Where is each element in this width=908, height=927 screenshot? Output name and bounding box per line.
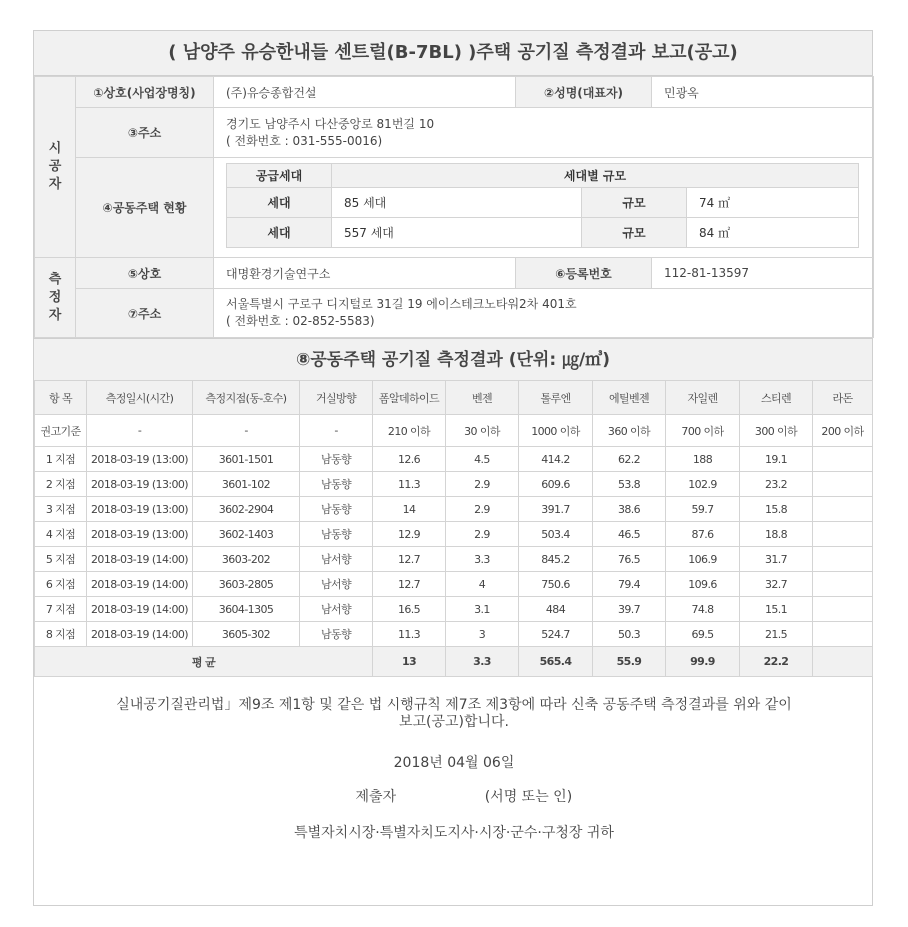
result-cell: 남서향 <box>300 547 373 572</box>
average-cell: 99.9 <box>666 647 740 677</box>
standard-cell: - <box>87 415 193 447</box>
result-cell: 39.7 <box>593 597 666 622</box>
result-cell: 2018-03-19 (13:00) <box>87 472 193 497</box>
result-cell: 2018-03-19 (13:00) <box>87 497 193 522</box>
result-cell: 12.6 <box>373 447 446 472</box>
result-cell: 2 지점 <box>35 472 87 497</box>
address-label: ③주소 <box>76 108 214 158</box>
rep-value: 민광옥 <box>652 77 874 108</box>
result-cell: 1 지점 <box>35 447 87 472</box>
address-value: 경기도 남양주시 다산중앙로 81번길 10 ( 전화번호 : 031-555-0016) <box>214 108 874 158</box>
result-cell: 2018-03-19 (14:00) <box>87 547 193 572</box>
result-cell: 23.2 <box>740 472 813 497</box>
result-cell: 2018-03-19 (14:00) <box>87 597 193 622</box>
report-frame <box>33 30 873 906</box>
result-cell: 188 <box>666 447 740 472</box>
housing-table <box>226 163 859 248</box>
result-cell: 12.7 <box>373 572 446 597</box>
standard-cell: 권고기준 <box>35 415 87 447</box>
standard-cell: 360 이하 <box>593 415 666 447</box>
result-cell: 62.2 <box>593 447 666 472</box>
result-cell: 남동향 <box>300 622 373 647</box>
result-row <box>35 447 873 472</box>
average-label: 평 균 <box>35 647 373 677</box>
result-cell: 남동향 <box>300 497 373 522</box>
average-cell: 22.2 <box>740 647 813 677</box>
result-cell: 750.6 <box>519 572 593 597</box>
result-cell: 3 <box>446 622 519 647</box>
company-label: ①상호(사업장명칭) <box>76 77 214 108</box>
result-cell: 59.7 <box>666 497 740 522</box>
result-cell: 19.1 <box>740 447 813 472</box>
standard-cell: 1000 이하 <box>519 415 593 447</box>
recipient: 특별자치시장·특별자치도지사·시장·군수·구청장 귀하 <box>294 825 614 841</box>
result-cell: 2018-03-19 (13:00) <box>87 522 193 547</box>
result-cell <box>813 497 873 522</box>
header-cell: 측정일시(시간) <box>87 381 193 415</box>
size-value: 74 ㎡ <box>687 188 859 218</box>
result-cell: 12.7 <box>373 547 446 572</box>
result-cell: 2018-03-19 (13:00) <box>87 447 193 472</box>
result-rows <box>35 447 873 647</box>
result-cell: 2.9 <box>446 472 519 497</box>
housing-cell <box>214 158 874 258</box>
result-row <box>35 597 873 622</box>
measurer-group-label: 측 정 자 <box>35 258 76 338</box>
result-cell: 524.7 <box>519 622 593 647</box>
result-cell: 3.1 <box>446 597 519 622</box>
result-cell: 14 <box>373 497 446 522</box>
submitter-label: 제출자 <box>355 789 397 805</box>
result-cell <box>813 597 873 622</box>
result-cell: 3602-2904 <box>193 497 300 522</box>
result-cell: 106.9 <box>666 547 740 572</box>
header-cell: 거실방향 <box>300 381 373 415</box>
result-cell: 7 지점 <box>35 597 87 622</box>
result-row <box>35 472 873 497</box>
result-cell <box>813 447 873 472</box>
size-label: 규모 <box>582 188 687 218</box>
measurer-company-value: 대명환경기술연구소 <box>214 258 516 289</box>
standard-cell: 30 이하 <box>446 415 519 447</box>
result-cell: 76.5 <box>593 547 666 572</box>
contractor-group-label: 시 공 자 <box>35 77 76 258</box>
signature-label: (서명 또는 인) <box>484 789 573 805</box>
households-value: 85 세대 <box>332 188 582 218</box>
result-cell: 50.3 <box>593 622 666 647</box>
standard-row <box>35 415 873 447</box>
reg-value: 112-81-13597 <box>652 258 874 289</box>
header-cell: 톨루엔 <box>519 381 593 415</box>
measurer-address-label: ⑦주소 <box>76 289 214 338</box>
result-cell: 32.7 <box>740 572 813 597</box>
header-cell: 폼알데하이드 <box>373 381 446 415</box>
average-row <box>35 647 873 677</box>
header-cell: 항 목 <box>35 381 87 415</box>
result-cell <box>813 522 873 547</box>
result-cell: 74.8 <box>666 597 740 622</box>
result-cell: 21.5 <box>740 622 813 647</box>
standard-cell: 300 이하 <box>740 415 813 447</box>
result-cell <box>813 572 873 597</box>
header-cell: 측정지점(동-호수) <box>193 381 300 415</box>
housing-label: ④공동주택 현황 <box>76 158 214 258</box>
average-cell <box>813 647 873 677</box>
result-cell: 6 지점 <box>35 572 87 597</box>
result-cell: 11.3 <box>373 622 446 647</box>
result-cell <box>813 622 873 647</box>
households-label: 세대 <box>227 188 332 218</box>
standard-cell: 210 이하 <box>373 415 446 447</box>
result-cell: 8 지점 <box>35 622 87 647</box>
supply-header: 공급세대 <box>227 164 332 188</box>
result-cell: 2018-03-19 (14:00) <box>87 572 193 597</box>
result-cell: 484 <box>519 597 593 622</box>
households-value: 557 세대 <box>332 218 582 248</box>
result-cell: 414.2 <box>519 447 593 472</box>
result-cell: 남동향 <box>300 447 373 472</box>
result-cell: 31.7 <box>740 547 813 572</box>
size-label: 규모 <box>582 218 687 248</box>
report-date: 2018년 04월 06일 <box>393 755 515 771</box>
result-row <box>35 572 873 597</box>
result-cell: 109.6 <box>666 572 740 597</box>
result-cell: 87.6 <box>666 522 740 547</box>
result-row <box>35 522 873 547</box>
average-cell: 565.4 <box>519 647 593 677</box>
measurer-address-value: 서울특별시 구로구 디지털로 31길 19 에이스테크노타워2차 401호 ( 전화번호 : 02-852-5583) <box>214 289 874 338</box>
header-cell: 스티렌 <box>740 381 813 415</box>
result-cell: 남서향 <box>300 572 373 597</box>
result-cell: 남동향 <box>300 522 373 547</box>
average-cell: 3.3 <box>446 647 519 677</box>
standard-cell: 700 이하 <box>666 415 740 447</box>
result-cell: 102.9 <box>666 472 740 497</box>
submitter-line <box>0 786 908 806</box>
result-cell: 3603-2805 <box>193 572 300 597</box>
result-cell: 3 지점 <box>35 497 87 522</box>
result-cell: 609.6 <box>519 472 593 497</box>
result-cell: 16.5 <box>373 597 446 622</box>
header-cell: 자일렌 <box>666 381 740 415</box>
result-cell <box>813 472 873 497</box>
company-value: (주)유승종합건설 <box>214 77 516 108</box>
result-cell: 3605-302 <box>193 622 300 647</box>
result-cell: 38.6 <box>593 497 666 522</box>
result-cell: 3603-202 <box>193 547 300 572</box>
result-cell: 53.8 <box>593 472 666 497</box>
result-cell: 15.1 <box>740 597 813 622</box>
result-cell: 5 지점 <box>35 547 87 572</box>
result-cell: 503.4 <box>519 522 593 547</box>
result-cell: 12.9 <box>373 522 446 547</box>
result-cell: 3602-1403 <box>193 522 300 547</box>
result-cell: 2.9 <box>446 497 519 522</box>
header-cell: 벤젠 <box>446 381 519 415</box>
header-cell: 에틸벤젠 <box>593 381 666 415</box>
result-cell <box>813 547 873 572</box>
result-cell: 15.8 <box>740 497 813 522</box>
result-cell: 69.5 <box>666 622 740 647</box>
result-cell: 남동향 <box>300 472 373 497</box>
standard-cell: - <box>193 415 300 447</box>
result-cell: 845.2 <box>519 547 593 572</box>
rep-label: ②성명(대표자) <box>516 77 652 108</box>
result-cell: 11.3 <box>373 472 446 497</box>
result-row <box>35 547 873 572</box>
results-table <box>34 380 873 677</box>
result-cell: 391.7 <box>519 497 593 522</box>
header-cell: 라돈 <box>813 381 873 415</box>
result-cell: 4 지점 <box>35 522 87 547</box>
result-cell: 3601-102 <box>193 472 300 497</box>
result-cell: 4 <box>446 572 519 597</box>
standard-cell: - <box>300 415 373 447</box>
result-cell: 2018-03-19 (14:00) <box>87 622 193 647</box>
statement: 실내공기질관리법」제9조 제1항 및 같은 법 시행규칙 제7조 제3항에 따라 신축 공동주택 측정결과를 위와 같이 보고(공고)합니다. <box>116 697 792 730</box>
result-cell: 46.5 <box>593 522 666 547</box>
result-cell: 4.5 <box>446 447 519 472</box>
households-label: 세대 <box>227 218 332 248</box>
result-cell: 79.4 <box>593 572 666 597</box>
result-row <box>35 497 873 522</box>
result-cell: 남서향 <box>300 597 373 622</box>
result-cell: 2.9 <box>446 522 519 547</box>
standard-cell: 200 이하 <box>813 415 873 447</box>
report-title: ( 남양주 유승한내들 센트럴(B-7BL) )주택 공기질 측정결과 보고(공고) <box>34 31 872 76</box>
measurer-company-label: ⑤상호 <box>76 258 214 289</box>
results-header-row <box>35 381 873 415</box>
result-cell: 18.8 <box>740 522 813 547</box>
result-cell: 3.3 <box>446 547 519 572</box>
results-title: ⑧공동주택 공기질 측정결과 (단위: ㎍/㎥) <box>34 338 872 380</box>
reg-label: ⑥등록번호 <box>516 258 652 289</box>
size-value: 84 ㎡ <box>687 218 859 248</box>
average-cell: 55.9 <box>593 647 666 677</box>
size-header: 세대별 규모 <box>332 164 859 188</box>
result-cell: 3601-1501 <box>193 447 300 472</box>
result-cell: 3604-1305 <box>193 597 300 622</box>
result-row <box>35 622 873 647</box>
average-cell: 13 <box>373 647 446 677</box>
contractor-table <box>34 76 874 338</box>
